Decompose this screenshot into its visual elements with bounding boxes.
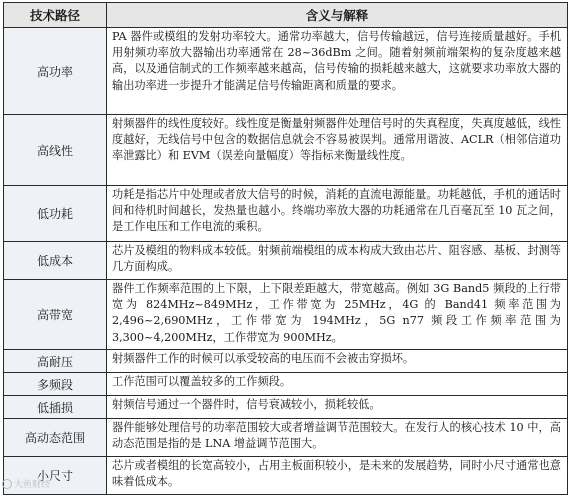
row-desc: 器件能够处理信号的功率范围较大或者增益调节范围较大。在发行人的核心技术 10 中，高动态范围是指的是 LNA 增益调节范围大。 [107, 419, 568, 457]
row-term: 高功率 [4, 28, 107, 115]
row-term: 多频段 [4, 373, 107, 396]
row-term: 高带宽 [4, 280, 107, 350]
table-row [4, 28, 568, 115]
table-row [4, 280, 568, 350]
row-desc: 功耗是指芯片中处理或者放大信号的时候，消耗的直流电源能量。功耗越低，手机的通话时间和待机时间越长，发热量也越小。终端功率放大器的功耗通常在几百毫瓦至 10 瓦之间，是工作电压和工作电流的乘积。 [107, 186, 568, 242]
header-term: 技术路径 [4, 3, 107, 28]
table-row [4, 419, 568, 457]
row-desc: 射频器件工作的时候可以承受较高的电压而不会被击穿损坏。 [107, 350, 568, 373]
table-row [4, 115, 568, 186]
row-desc: 芯片或者模组的长宽高较小，占用主板面积较小，是未来的发展趋势，同时小尺寸通常也意味着低成本。 [107, 457, 568, 495]
watermark-logo-icon [2, 479, 12, 489]
table-row [4, 186, 568, 242]
row-term: 高动态范围 [4, 419, 107, 457]
row-desc: PA 器件或模组的发射功率较大。通常功率越大，信号传输越远，信号连接质量越好。手机用射频功率放大器输出功率通常在 28~36dBm 之间。随着射频前端架构的复杂度越来越高，以及通信制式的工作频率越来越高，信号传输的损耗越来越大，这就要求功率放大器的输出功率进一步提升才能满足信号传输距离和质量的要求。 [107, 28, 568, 115]
tech-path-table [3, 2, 568, 495]
row-desc: 射频器件的线性度较好。线性度是衡量射频器件处理信号时的失真程度，失真度越低，线性度越好，无线信号中包含的数据信息就会不容易被误判。通常用谐波、ACLR（相邻信道功率泄露比）和 EVM（误差向量幅度）等指标来衡量线性度。 [107, 115, 568, 186]
watermark [2, 477, 50, 490]
row-term: 低插损 [4, 396, 107, 419]
row-term: 低成本 [4, 242, 107, 280]
row-desc: 芯片及模组的物料成本较低。射频前端模组的成本构成大致由芯片、阻容感、基板、封测等几方面构成。 [107, 242, 568, 280]
table-row [4, 373, 568, 396]
row-term: 高线性 [4, 115, 107, 186]
row-desc: 器件工作频率范围的上下限，上下限差距越大，带宽越高。例如 3G Band5 频段的上行带宽为 824MHz~849MHz，工作带宽为 25MHz，4G 的 Band41 频率范围为 2,496~2,690MHz，工作带宽为 194MHz，5G n77 频段工作频率范围为 3,300~4,200MHz，工作带宽为 900MHz。 [107, 280, 568, 350]
row-term: 高耐压 [4, 350, 107, 373]
table-row [4, 350, 568, 373]
watermark-text: 大鱼财经 [14, 480, 51, 490]
row-term: 小尺寸 [4, 457, 107, 495]
row-desc: 射频信号通过一个器件时，信号衰减较小，损耗较低。 [107, 396, 568, 419]
row-desc: 工作范围可以覆盖较多的工作频段。 [107, 373, 568, 396]
table-row [4, 396, 568, 419]
row-term: 低功耗 [4, 186, 107, 242]
table-header-row [4, 3, 568, 28]
header-desc: 含义与解释 [107, 3, 568, 28]
table-row [4, 457, 568, 495]
table-row [4, 242, 568, 280]
